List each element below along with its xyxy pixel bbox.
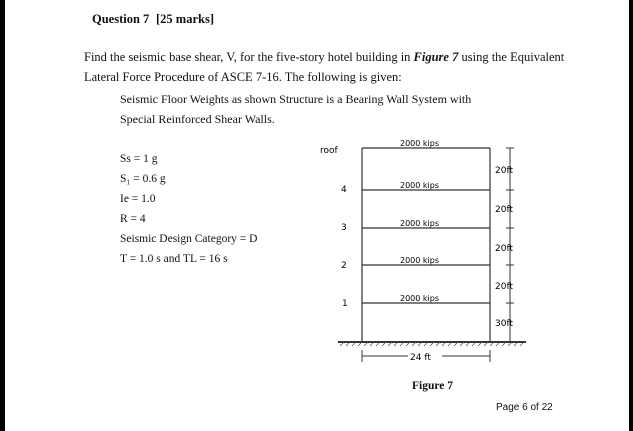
- param-r: R = 4: [120, 213, 146, 225]
- story-height-3: 20ft: [495, 244, 513, 254]
- statement-text: Find the seismic base shear, V, for the five-story hotel building in: [84, 50, 414, 64]
- param-s1: S₁ = 0.6 g: [120, 173, 166, 185]
- weight-roof: 2000 kips: [400, 139, 440, 148]
- base-width-label: 24 ft: [410, 353, 431, 363]
- given-line-1: Seismic Floor Weights as shown Structure is a Bearing Wall System with: [120, 92, 472, 106]
- param-sdc: Seismic Design Category = D: [120, 233, 258, 245]
- param-period: T = 1.0 s and TL = 16 s: [120, 253, 228, 265]
- param-ie: Ie = 1.0: [120, 193, 156, 205]
- weight-floor-2: 2000 kips: [400, 256, 440, 265]
- weight-floor-1: 2000 kips: [400, 294, 440, 303]
- problem-statement-line-2: Lateral Force Procedure of ASCE 7-16. The following is given:: [84, 70, 402, 84]
- question-marks: [25 marks]: [156, 12, 214, 26]
- figure-caption: Figure 7: [412, 380, 453, 392]
- weight-floor-4: 2000 kips: [400, 181, 440, 190]
- level-label-2: 2: [341, 261, 347, 271]
- level-label-1: 1: [342, 299, 348, 309]
- story-height-4: 20ft: [495, 205, 513, 215]
- weight-floor-3: 2000 kips: [400, 219, 440, 228]
- story-height-1: 30ft: [495, 319, 513, 329]
- level-label-roof: roof: [320, 146, 338, 156]
- given-line-2: Special Reinforced Shear Walls.: [120, 112, 275, 126]
- statement-text: using the Equivalent: [458, 50, 565, 64]
- question-title: Question 7: [92, 12, 150, 26]
- story-height-2: 20ft: [495, 282, 513, 292]
- level-label-4: 4: [341, 185, 347, 195]
- story-height-5: 20ft: [495, 166, 513, 176]
- figure-reference: Figure 7: [413, 50, 459, 64]
- page-number: Page 6 of 22: [496, 402, 553, 413]
- param-ss: Ss = 1 g: [120, 153, 158, 165]
- level-label-3: 3: [341, 223, 347, 233]
